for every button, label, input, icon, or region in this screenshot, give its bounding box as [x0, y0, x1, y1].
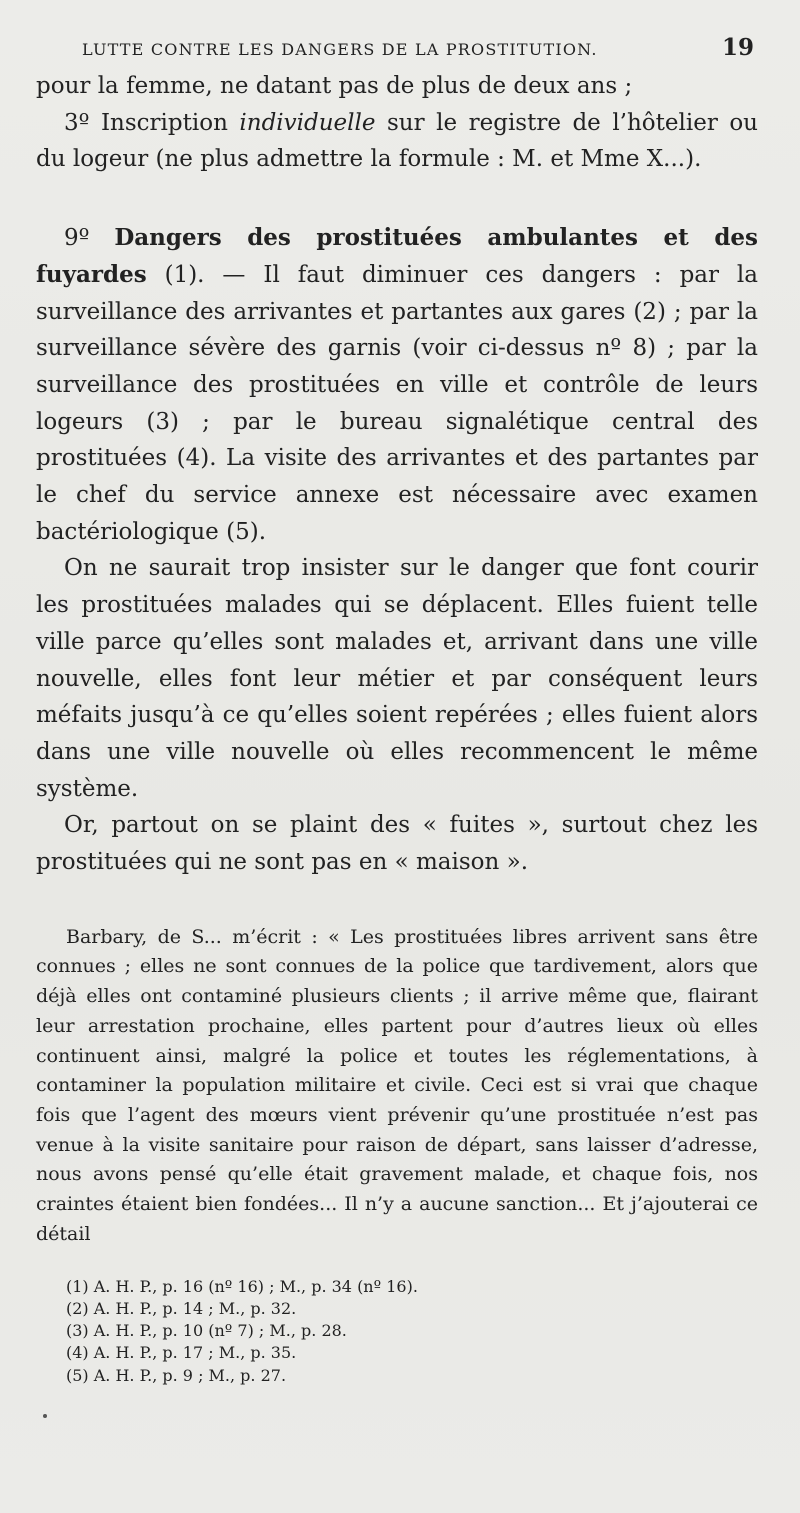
footnote-5: (5) A. H. P., p. 9 ; M., p. 27. [66, 1365, 287, 1385]
paragraph-danger-malades: On ne saurait trop insister sur le danger que font courir les prostituées malades qui se déplacent. Elles fuient telle ville parce qu’elles sont malades et, arrivant dans une ville nouvelle, elles font leur métier et par conséquent leurs méfaits jusqu’à ce qu’elles soient repérées ; elles fuient alors dans une ville nouvelle où elles recommencent le même système. [36, 555, 758, 802]
running-title: LUTTE CONTRE LES DANGERS DE LA PROSTITUTION. [82, 40, 598, 59]
inscription-italic: individuelle [239, 109, 376, 136]
ink-dot [43, 1414, 47, 1418]
footnote-4: (4) A. H. P., p. 17 ; M., p. 35. [66, 1343, 297, 1363]
inscription-prefix: 3º Inscription [64, 109, 240, 136]
page-number: 19 [721, 34, 754, 61]
paragraph-fuites: Or, partout on se plaint des « fuites », surtout chez les prostituées qui ne sont pas en « maison ». [36, 812, 758, 876]
footnote-3: (3) A. H. P., p. 10 (nº 7) ; M., p. 28. [66, 1321, 347, 1341]
running-header [82, 34, 754, 68]
main-text [36, 68, 758, 1250]
paragraph-inscription [36, 105, 758, 178]
section-heading: Dangers des prostituées ambulantes et des fuyardes [36, 224, 759, 288]
paragraph-dangers [36, 220, 758, 550]
section-number: 9º [64, 225, 90, 252]
section-text: (1). — Il faut diminuer ces dangers : par la surveillance des arrivantes et partantes aux gares (2) ; par la surveillance sévère des garnis (voir ci-dessus nº 8) ; par la surveillance des prostituées en ville et contrôle de leurs logeurs (3) ; par le bureau signalétique central des prostituées (4). La visite des arrivantes et des partantes par le chef du service annexe est nécessaire avec examen bactériologique (5). [36, 261, 758, 545]
inscription-suffix: sur le registre de l’hôtelier ou du logeur (ne plus admettre la formule : M. et Mme X...). [36, 109, 758, 173]
footnote-2: (2) A. H. P., p. 14 ; M., p. 32. [66, 1298, 297, 1318]
footnote-1: (1) A. H. P., p. 16 (nº 16) ; M., p. 34 (nº 16). [66, 1276, 418, 1296]
quoted-letter: Barbary, de S... m’écrit : « Les prostituées libres arrivent sans être connues ; elles ne sont connues de la police que tardivement, alors que déjà elles ont contaminé plusieurs clients ; il arrive même que, flairant leur arrestation prochaine, elles partent pour d’autres lieux où elles continuent ainsi, malgré la police et toutes les réglementations, à contaminer la population militaire et civile. Ceci est si vrai que chaque fois que l’agent des mœurs vient prévenir qu’une prostituée n’est pas venue à la visite sanitaire pour raison de départ, sans laisser d’adresse, nous avons pensé qu’elle était gravement malade, et chaque fois, nos craintes étaient bien fondées... Il n’y a aucune sanction... Et j’ajouterai ce détail [36, 925, 758, 1245]
paragraph-continuation: pour la femme, ne datant pas de plus de deux ans ; [36, 73, 633, 99]
footnotes [66, 1276, 758, 1387]
